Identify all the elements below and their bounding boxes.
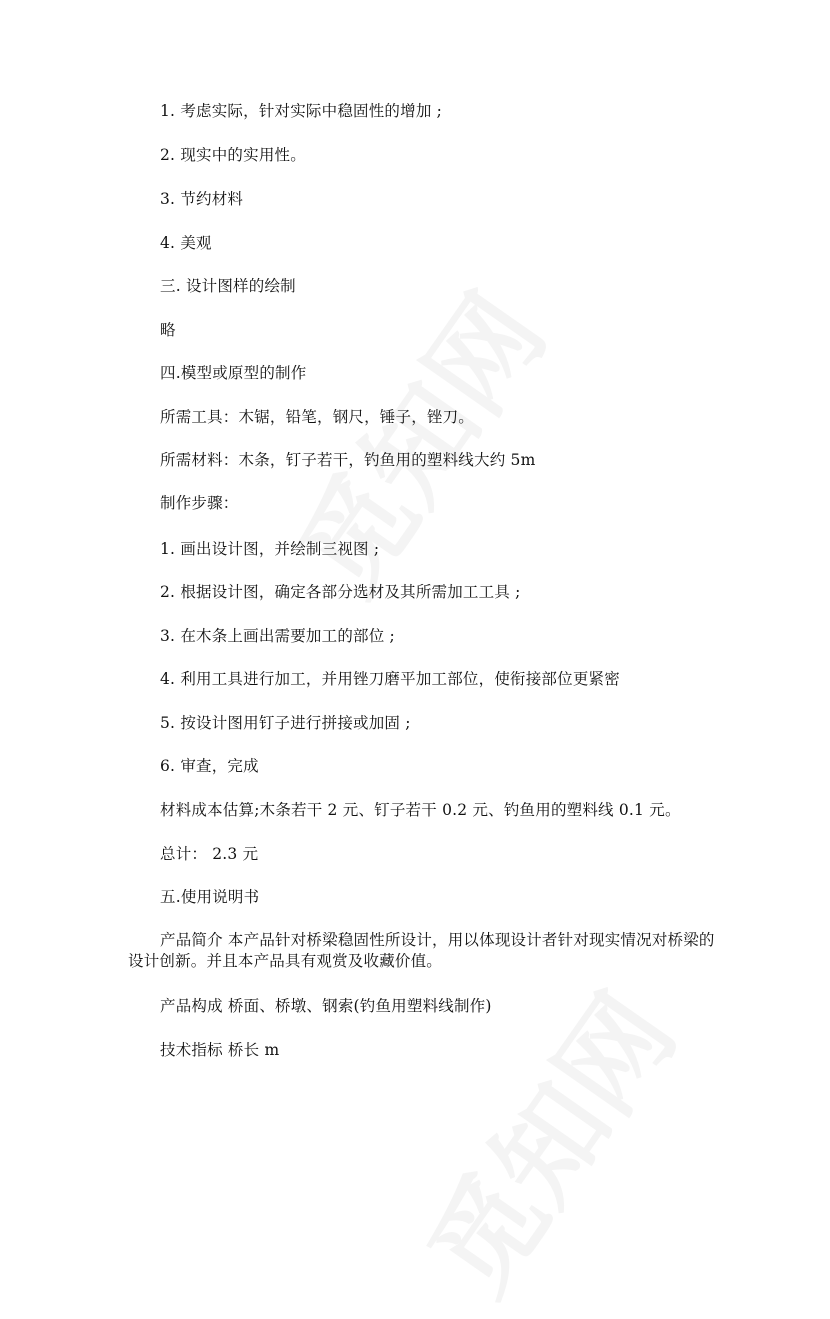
step-1: 1. 画出设计图，并绘制三视图 ; (160, 540, 380, 558)
principle-1: 1. 考虑实际，针对实际中稳固性的增加 ; (160, 102, 443, 120)
materials-needed: 所需材料：木条，钉子若干，钓鱼用的塑料线大约 5m (160, 451, 536, 469)
section-heading-5: 五.使用说明书 (160, 888, 260, 906)
cost-total: 总计： 2.3 元 (160, 845, 259, 863)
cost-estimate: 材料成本估算;木条若干 2 元、钉子若干 0.2 元、钓鱼用的塑料线 0.1 元。 (160, 801, 681, 819)
principle-4: 4. 美观 (160, 234, 212, 252)
principle-3: 3. 节约材料 (160, 190, 244, 208)
steps-heading: 制作步骤： (160, 494, 239, 512)
step-5: 5. 按设计图用钉子进行拼接或加固 ; (160, 714, 411, 732)
step-4: 4. 利用工具进行加工，并用锉刀磨平加工部位，使衔接部位更紧密 (160, 670, 620, 688)
step-2: 2. 根据设计图，确定各部分选材及其所需加工工具 ; (160, 583, 521, 601)
step-6: 6. 审查，完成 (160, 757, 259, 775)
watermark (256, 259, 575, 620)
technical-spec: 技术指标 桥长 m (160, 1041, 280, 1059)
section-3-body: 略 (160, 321, 176, 339)
step-3: 3. 在木条上画出需要加工的部位 ; (160, 627, 395, 645)
tools-needed: 所需工具：木锯，铅笔，钢尺，锤子，锉刀。 (160, 408, 475, 426)
section-heading-3: 三. 设计图样的绘制 (160, 277, 296, 295)
section-heading-4: 四.模型或原型的制作 (160, 364, 307, 382)
product-composition: 产品构成 桥面、桥墩、钢索(钓鱼用塑料线制作) (160, 997, 492, 1015)
principle-2: 2. 现实中的实用性。 (160, 146, 306, 164)
product-intro: 产品简介 本产品针对桥梁稳固性所设计，用以体现设计者针对现实情况对桥梁的设计创新。并且本产品具有观赏及收藏价值。 (128, 931, 715, 970)
